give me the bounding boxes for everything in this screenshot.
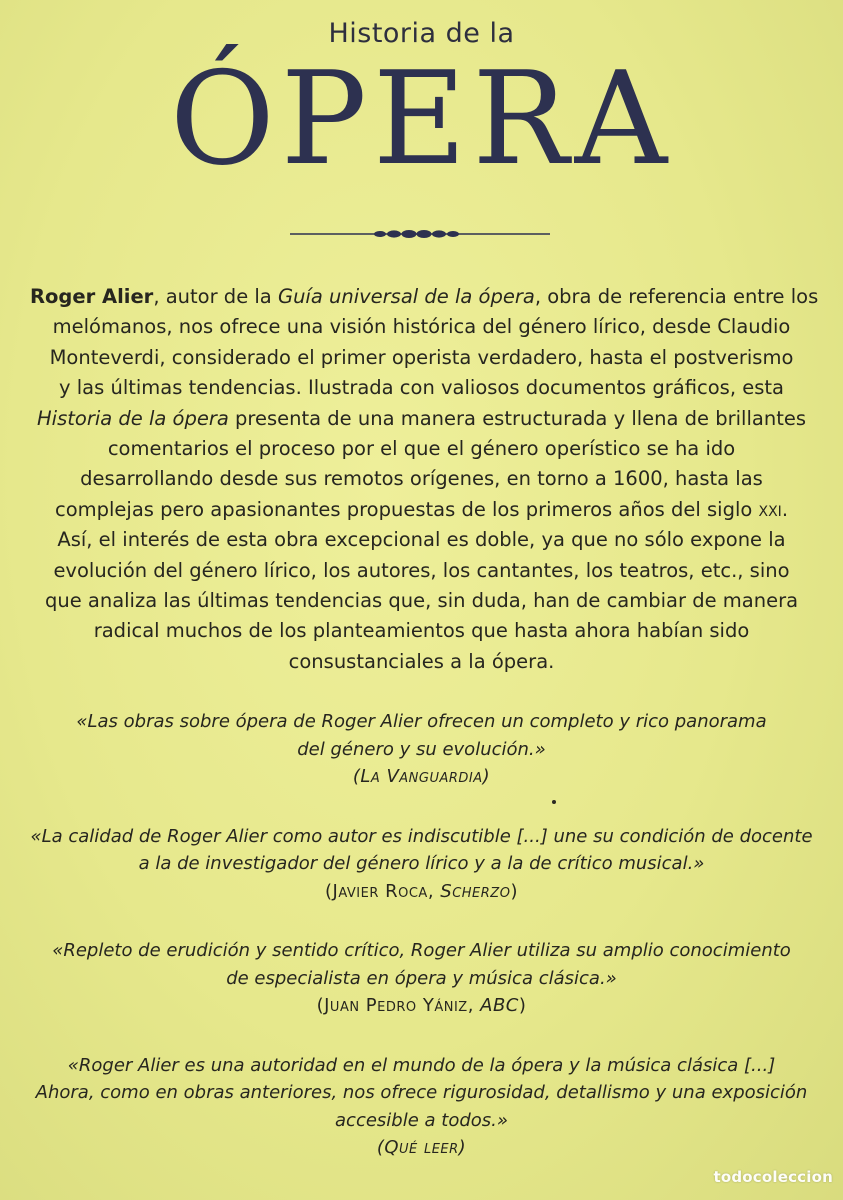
description-line: Roger Alier, autor de la Guía universal de la ópera, obra de referencia entre los	[30, 285, 819, 308]
watermark-logo: todocoleccion	[713, 1168, 833, 1186]
press-quotes	[20, 708, 823, 1194]
description-line: Así, el interés de esta obra excepcional es doble, ya que no sólo expone la	[57, 528, 786, 552]
quote-line: «La calidad de Roger Alier como autor es indiscutible [...] une su condición de docente	[30, 825, 813, 847]
quote-line: del género y su evolución.»	[297, 738, 546, 760]
quote-source: (Qué leer)	[376, 1137, 467, 1158]
press-quote-2	[20, 823, 823, 906]
description-line: radical muchos de los planteamientos que hasta ahora habían sido	[93, 619, 750, 643]
description-line: Monteverdi, considerado el primer operista verdadero, hasta el postverismo	[49, 345, 794, 369]
publication-name: ABC	[480, 995, 519, 1016]
press-quote-4	[20, 1052, 823, 1162]
cover-subtitle: Historia de la	[328, 18, 515, 49]
quote-line: a la de investigador del género lírico y a la de crítico musical.»	[138, 853, 705, 874]
quote-source: (Javier Roca, Scherzo)	[325, 880, 518, 902]
decorative-divider-icon	[290, 222, 550, 246]
quote-line: accesible a todos.»	[335, 1109, 508, 1131]
cover-title: ÓPERA	[169, 45, 674, 194]
description-paragraph	[30, 282, 819, 677]
description-line: y las últimas tendencias. Ilustrada con valiosos documentos gráficos, esta	[59, 376, 784, 400]
century-numeral: xxi	[758, 497, 782, 521]
author-name: Roger Alier	[30, 285, 154, 308]
description-line: evolución del género lírico, los autores, los cantantes, los teatros, etc., sino	[53, 558, 790, 582]
description-line: Historia de la ópera presenta de una manera estructurada y llena de brillantes	[37, 406, 806, 430]
description-line: consustanciales a la ópera.	[288, 649, 555, 673]
description-line: comentarios el proceso por el que el género operístico se ha ido	[107, 437, 736, 461]
description-line: melómanos, nos ofrece una visión histórica del género lírico, desde Claudio	[52, 315, 791, 339]
quote-line: «Las obras sobre ópera de Roger Alier ofrecen un completo y rico panorama	[76, 711, 767, 732]
publication-name: Scherzo	[440, 880, 511, 902]
quote-line: «Roger Alier es una autoridad en el mundo de la ópera y la música clásica [...]	[67, 1054, 776, 1076]
press-quote-3	[20, 937, 823, 1020]
quote-source: (Juan Pedro Yániz, ABC)	[316, 995, 527, 1016]
quote-line: Ahora, como en obras anteriores, nos ofrece rigurosidad, detallismo y una exposición	[35, 1082, 808, 1103]
description-line: que analiza las últimas tendencias que, sin duda, han de cambiar de manera	[44, 589, 799, 613]
quote-source: (La Vanguardia)	[352, 766, 491, 787]
book-reference: Guía universal de la ópera	[277, 285, 535, 308]
press-quote-1	[20, 708, 823, 791]
quote-line: «Repleto de erudición y sentido crítico, Roger Alier utiliza su amplio conocimiento	[52, 940, 791, 961]
quote-line: de especialista en ópera y música clásica.»	[226, 967, 617, 989]
description-line: desarrollando desde sus remotos orígenes, en torno a 1600, hasta las	[80, 467, 763, 491]
description-line: complejas pero apasionantes propuestas de los primeros años del siglo xxi.	[54, 497, 789, 521]
book-title-reference: Historia de la ópera	[37, 406, 229, 430]
